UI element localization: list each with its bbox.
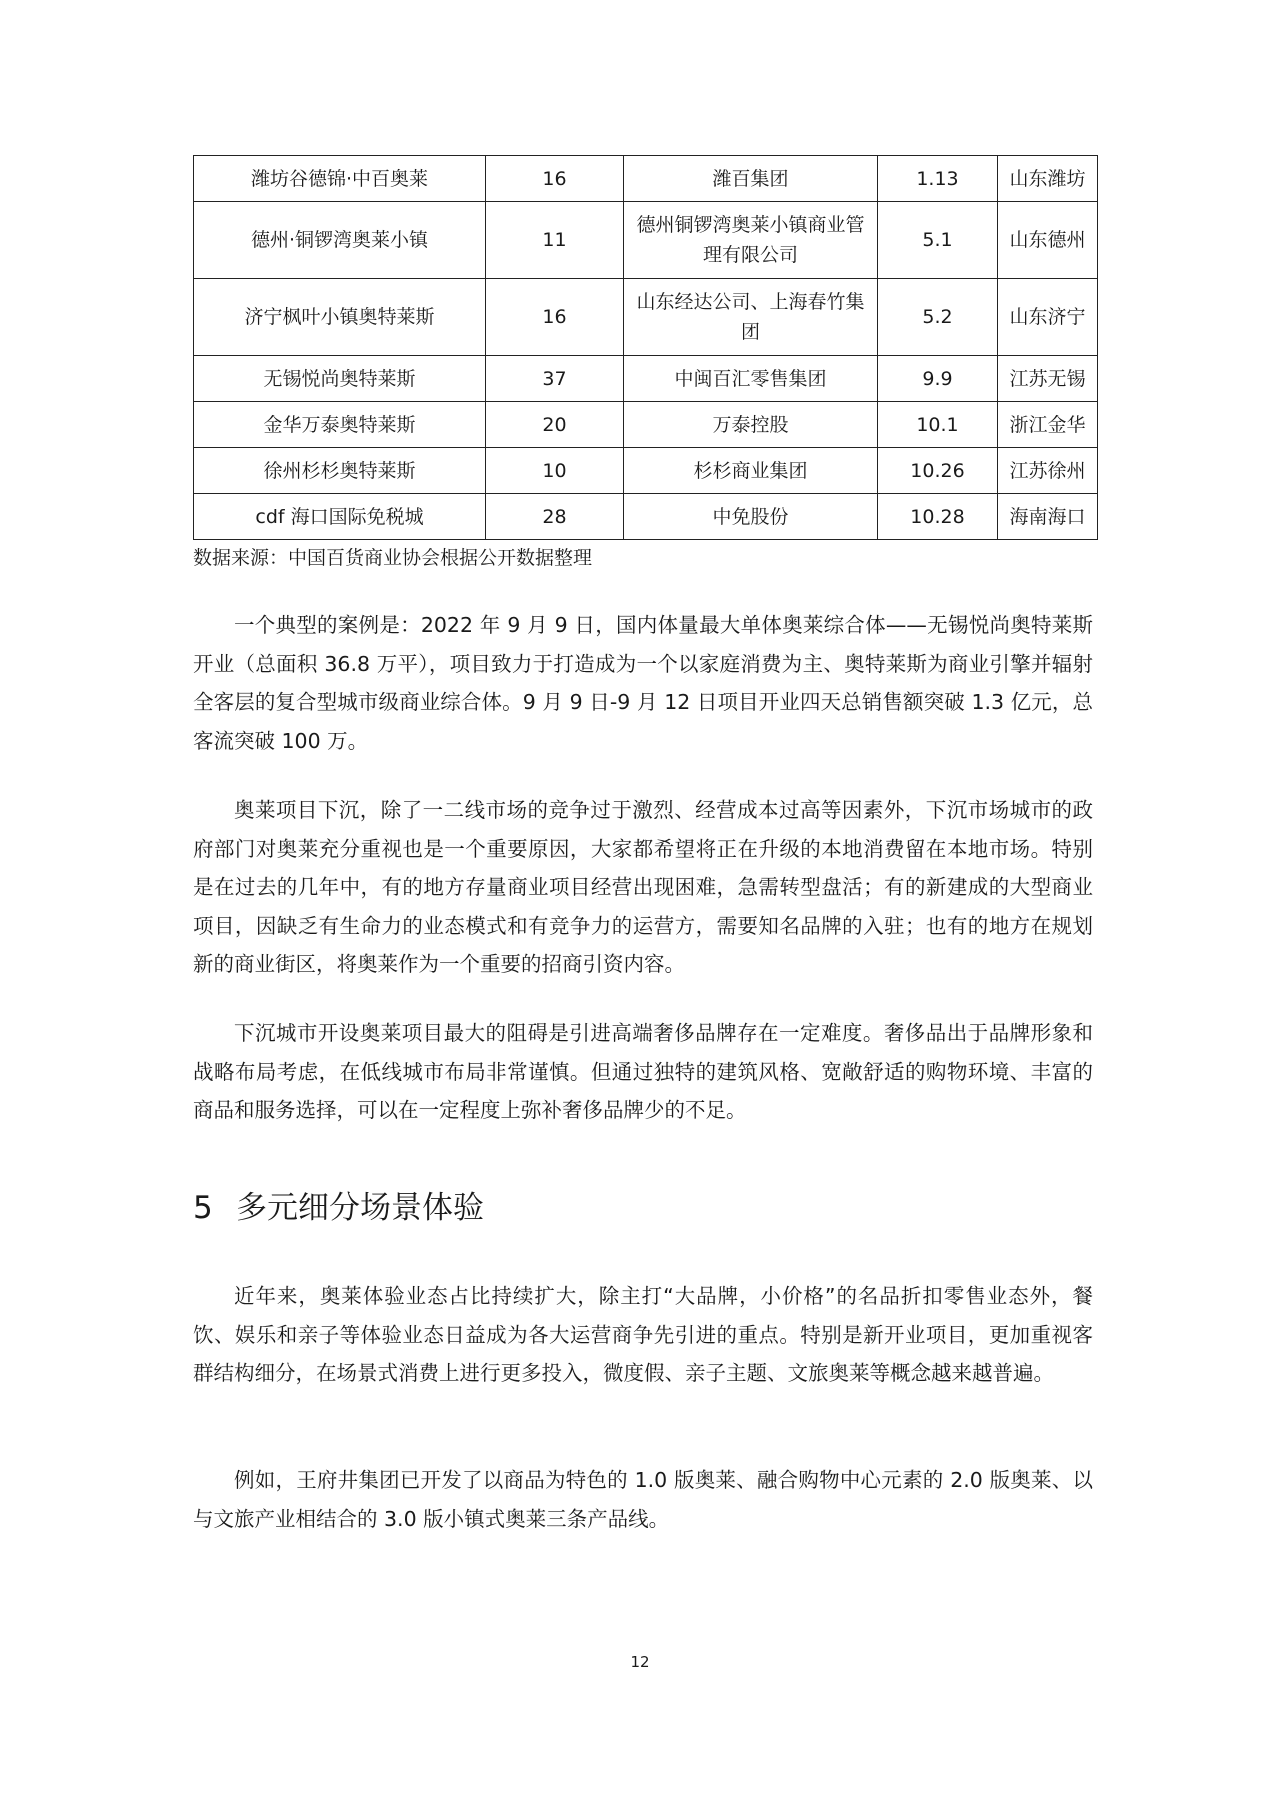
- section-number: 5: [193, 1190, 213, 1226]
- project-name-cell: 潍坊谷德锦·中百奥莱: [194, 156, 486, 202]
- opening-date-cell: 10.26: [878, 448, 998, 494]
- table-row: [194, 356, 1098, 402]
- value-cell: 28: [486, 494, 624, 540]
- location-cell: 山东德州: [998, 202, 1098, 279]
- value-cell: 16: [486, 156, 624, 202]
- location-cell: 江苏徐州: [998, 448, 1098, 494]
- project-name-cell: cdf 海口国际免税城: [194, 494, 486, 540]
- operator-cell: 万泰控股: [624, 402, 878, 448]
- operator-cell: 杉杉商业集团: [624, 448, 878, 494]
- value-cell: 10: [486, 448, 624, 494]
- project-name-cell: 济宁枫叶小镇奥特莱斯: [194, 279, 486, 356]
- value-cell: 11: [486, 202, 624, 279]
- operator-cell: 潍百集团: [624, 156, 878, 202]
- operator-cell: 山东经达公司、上海春竹集团: [624, 279, 878, 356]
- section-heading: [193, 1186, 484, 1230]
- body-paragraph: 近年来，奥莱体验业态占比持续扩大，除主打“大品牌，小价格”的名品折扣零售业态外，餐饮、娱乐和亲子等体验业态日益成为各大运营商争先引进的重点。特别是新开业项目，更加重视客群结构细分，在场景式消费上进行更多投入，微度假、亲子主题、文旅奥莱等概念越来越普遍。: [193, 1284, 1093, 1385]
- table-row: [194, 202, 1098, 279]
- opening-date-cell: 9.9: [878, 356, 998, 402]
- opening-date-cell: 5.1: [878, 202, 998, 279]
- operator-cell: 德州铜锣湾奥莱小镇商业管理有限公司: [624, 202, 878, 279]
- opening-date-cell: 10.1: [878, 402, 998, 448]
- table-source-note: 数据来源：中国百货商业协会根据公开数据整理: [193, 547, 593, 569]
- project-name-cell: 徐州杉杉奥特莱斯: [194, 448, 486, 494]
- opening-date-cell: 1.13: [878, 156, 998, 202]
- value-cell: 16: [486, 279, 624, 356]
- value-cell: 20: [486, 402, 624, 448]
- opening-date-cell: 5.2: [878, 279, 998, 356]
- operator-cell: 中闽百汇零售集团: [624, 356, 878, 402]
- project-name-cell: 金华万泰奥特莱斯: [194, 402, 486, 448]
- body-paragraph: 例如，王府井集团已开发了以商品为特色的 1.0 版奥莱、融合购物中心元素的 2.0 版奥莱、以与文旅产业相结合的 3.0 版小镇式奥莱三条产品线。: [193, 1468, 1093, 1531]
- project-name-cell: 德州·铜锣湾奥莱小镇: [194, 202, 486, 279]
- outlet-projects-table: [193, 155, 1098, 540]
- table-row: [194, 156, 1098, 202]
- table-row: [194, 494, 1098, 540]
- table-row: [194, 448, 1098, 494]
- body-paragraph: 一个典型的案例是：2022 年 9 月 9 日，国内体量最大单体奥莱综合体——无锡悦尚奥特莱斯开业（总面积 36.8 万平），项目致力于打造成为一个以家庭消费为主、奥特莱斯为商业引擎并辐射全客层的复合型城市级商业综合体。9 月 9 日-9 月 12 日项目开业四天总销售额突破 1.3 亿元，总客流突破 100 万。: [193, 613, 1093, 753]
- location-cell: 江苏无锡: [998, 356, 1098, 402]
- location-cell: 山东潍坊: [998, 156, 1098, 202]
- project-name-cell: 无锡悦尚奥特莱斯: [194, 356, 486, 402]
- location-cell: 浙江金华: [998, 402, 1098, 448]
- location-cell: 海南海口: [998, 494, 1098, 540]
- body-paragraph: 下沉城市开设奥莱项目最大的阻碍是引进高端奢侈品牌存在一定难度。奢侈品出于品牌形象和战略布局考虑，在低线城市布局非常谨慎。但通过独特的建筑风格、宽敞舒适的购物环境、丰富的商品和服务选择，可以在一定程度上弥补奢侈品牌少的不足。: [193, 1021, 1093, 1122]
- value-cell: 37: [486, 356, 624, 402]
- opening-date-cell: 10.28: [878, 494, 998, 540]
- page-number: 12: [630, 1653, 650, 1671]
- table-row: [194, 402, 1098, 448]
- location-cell: 山东济宁: [998, 279, 1098, 356]
- table-row: [194, 279, 1098, 356]
- section-title: 多元细分场景体验: [236, 1190, 484, 1226]
- body-paragraph: 奥莱项目下沉，除了一二线市场的竞争过于激烈、经营成本过高等因素外，下沉市场城市的政府部门对奥莱充分重视也是一个重要原因，大家都希望将正在升级的本地消费留在本地市场。特别是在过去的几年中，有的地方存量商业项目经营出现困难，急需转型盘活；有的新建成的大型商业项目，因缺乏有生命力的业态模式和有竞争力的运营方，需要知名品牌的入驻；也有的地方在规划新的商业街区，将奥莱作为一个重要的招商引资内容。: [193, 798, 1093, 976]
- operator-cell: 中免股份: [624, 494, 878, 540]
